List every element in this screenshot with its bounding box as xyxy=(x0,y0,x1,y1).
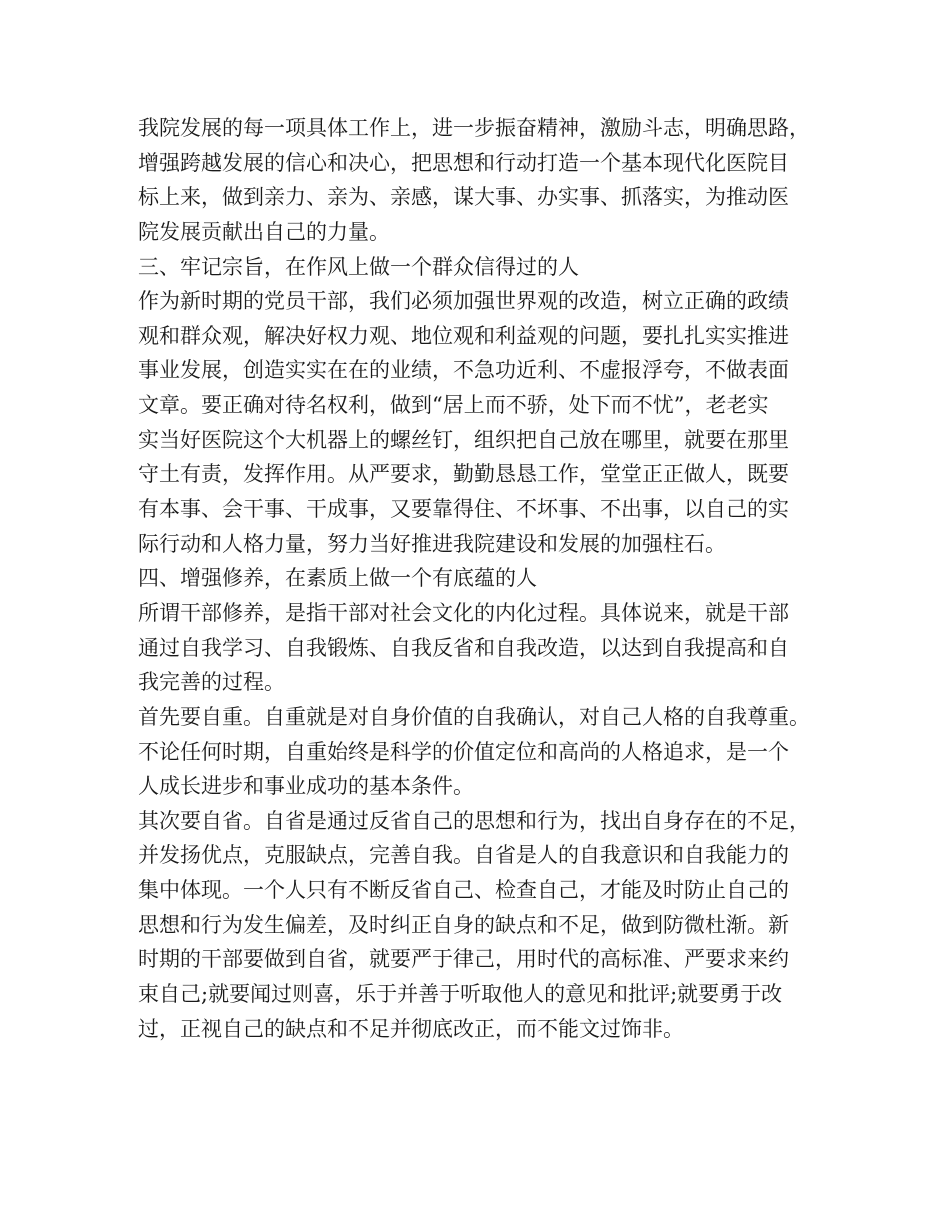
paragraph-line: 其次要自省。自省是通过反省自己的思想和行为，找出自身存在的不足， xyxy=(138,808,810,833)
paragraph-line: 际行动和人格力量，努力当好推进我院建设和发展的加强柱石。 xyxy=(138,531,726,556)
section-heading-3: 三、牢记宗旨，在作风上做一个群众信得过的人 xyxy=(138,254,579,279)
paragraph-line: 我院发展的每一项具体工作上，进一步振奋精神，激励斗志，明确思路， xyxy=(138,116,810,140)
paragraph-line: 我完善的过程。 xyxy=(138,670,285,695)
paragraph-line: 观和群众观，解决好权力观、地位观和利益观的问题，要扎扎实实推进 xyxy=(138,323,789,348)
paragraph-line: 人成长进步和事业成功的基本条件。 xyxy=(138,774,474,799)
paragraph-line: 院发展贡献出自己的力量。 xyxy=(138,219,390,244)
paragraph-line: 时期的干部要做到自省，就要严于律己，用时代的高标准、严要求来约 xyxy=(138,947,789,972)
paragraph-line: 有本事、会干事、干成事，又要靠得住、不坏事、不出事，以自己的实 xyxy=(138,497,789,522)
paragraph-line: 文章。要正确对待名权利，做到“居上而不骄，处下而不忧”，老老实 xyxy=(138,393,769,418)
paragraph-line: 所谓干部修养，是指干部对社会文化的内化过程。具体说来，就是干部 xyxy=(138,600,789,625)
paragraph-line: 增强跨越发展的信心和决心，把思想和行动打造一个基本现代化医院目 xyxy=(138,150,789,175)
paragraph-line: 集中体现。一个人只有不断反省自己、检查自己，才能及时防止自己的 xyxy=(138,878,789,903)
paragraph-line: 不论任何时期，自重始终是科学的价值定位和高尚的人格追求，是一个 xyxy=(138,739,789,764)
paragraph-line: 过，正视自己的缺点和不足并彻底改正，而不能文过饰非。 xyxy=(138,1016,684,1041)
paragraph-line: 并发扬优点，克服缺点，完善自我。自省是人的自我意识和自我能力的 xyxy=(138,843,789,868)
paragraph-line: 束自己;就要闻过则喜，乐于并善于听取他人的意见和批评;就要勇于改 xyxy=(138,982,783,1007)
paragraph-line: 标上来，做到亲力、亲为、亲感，谋大事、办实事、抓落实，为推动医 xyxy=(138,185,789,210)
section-heading-4: 四、增强修养，在素质上做一个有底蕴的人 xyxy=(138,566,537,591)
document-body xyxy=(138,111,828,1046)
paragraph-line: 实当好医院这个大机器上的螺丝钉，组织把自己放在哪里，就要在那里 xyxy=(138,427,789,452)
paragraph-line: 守土有责，发挥作用。从严要求，勤勤恳恳工作，堂堂正正做人，既要 xyxy=(138,462,789,487)
paragraph-line: 事业发展，创造实实在在的业绩，不急功近利、不虚报浮夸，不做表面 xyxy=(138,358,789,383)
paragraph-line: 思想和行为发生偏差，及时纠正自身的缺点和不足，做到防微杜渐。新 xyxy=(138,912,789,937)
paragraph-line: 通过自我学习、自我锻炼、自我反省和自我改造，以达到自我提高和自 xyxy=(138,635,789,660)
paragraph-line: 作为新时期的党员干部，我们必须加强世界观的改造，树立正确的政绩 xyxy=(138,289,789,314)
paragraph-line: 首先要自重。自重就是对自身价值的自我确认，对自己人格的自我尊重。 xyxy=(138,704,810,729)
